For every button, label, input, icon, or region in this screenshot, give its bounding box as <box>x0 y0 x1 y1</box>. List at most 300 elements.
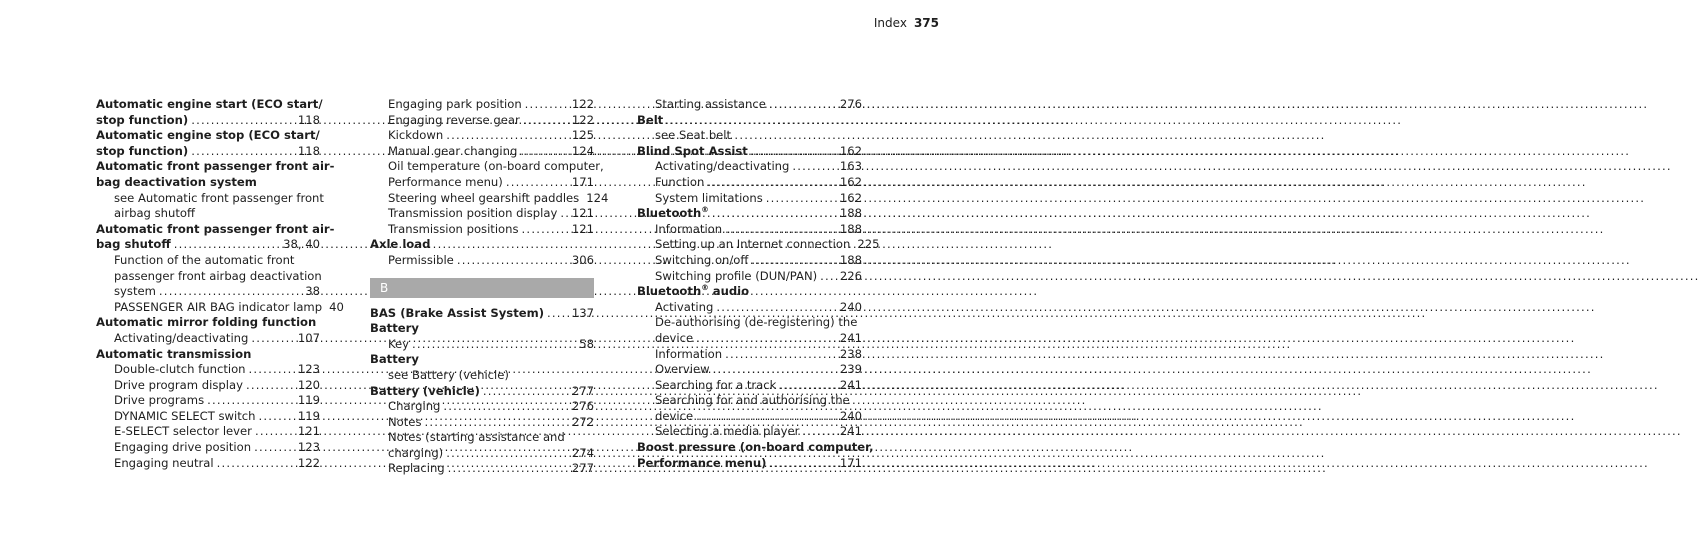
entry-text <box>388 128 446 144</box>
entry-text <box>655 393 850 407</box>
entry-label: Bluetooth <box>637 206 702 221</box>
entry-label: Automatic front passenger front air- <box>96 221 335 236</box>
page-reference: 125 <box>571 128 594 143</box>
entry-text <box>114 269 322 283</box>
index-subentry <box>637 378 862 394</box>
dot-leader <box>191 144 294 160</box>
page-reference: 188 <box>839 221 862 236</box>
entry-text <box>388 415 425 431</box>
entry-text <box>370 321 419 335</box>
index-subentry <box>637 424 862 440</box>
index-subentry <box>96 393 320 409</box>
entry-text <box>637 284 749 298</box>
entry-text <box>370 352 419 366</box>
entry-text <box>655 409 696 425</box>
page-reference: 238 <box>839 346 862 361</box>
entry-label: see Seat belt <box>655 128 732 143</box>
index-entry <box>637 113 862 129</box>
dot-leader <box>207 393 294 409</box>
dot-leader <box>174 237 279 253</box>
index-entry <box>96 113 320 129</box>
page-reference: 171 <box>839 455 862 470</box>
page-reference: 121 <box>571 206 594 221</box>
dot-leader <box>446 128 568 144</box>
page-reference: 188 <box>839 252 862 267</box>
dot-leader <box>766 191 836 207</box>
index-subentry <box>370 190 609 207</box>
entry-label: Performance menu) <box>388 174 503 189</box>
entry-text <box>96 97 323 111</box>
entry-text <box>637 113 663 127</box>
entry-label: Boost pressure (on-board computer, <box>637 440 874 455</box>
dot-leader <box>751 253 835 269</box>
page-reference: 306 <box>571 252 594 267</box>
header-label: Index <box>873 16 907 30</box>
page-reference: 40 <box>329 299 344 314</box>
index-subentry <box>637 128 862 144</box>
entry-text <box>637 440 874 454</box>
page-reference: 122 <box>571 112 594 127</box>
dot-leader <box>560 206 568 222</box>
entry-text <box>655 128 731 142</box>
index-column-3 <box>637 97 880 471</box>
page-reference: 272 <box>571 414 594 429</box>
index-subentry <box>370 128 594 144</box>
index-entry <box>637 456 862 472</box>
index-entry <box>96 315 320 331</box>
entry-label: Setting up an Internet connection <box>655 237 851 252</box>
dot-leader <box>769 456 835 472</box>
dot-leader <box>425 415 568 431</box>
entry-text <box>655 175 707 191</box>
entry-text <box>114 424 255 440</box>
entry-label: Steering wheel gearshift paddles <box>388 190 580 205</box>
entry-text <box>388 97 525 113</box>
page-header <box>874 16 939 30</box>
page-reference: 119 <box>297 408 320 423</box>
entry-text <box>370 237 430 251</box>
index-subentry <box>637 97 862 113</box>
index-subentry <box>637 393 862 409</box>
entry-label: Kickdown <box>388 128 444 143</box>
dot-leader <box>191 113 294 129</box>
index-subentry <box>96 190 324 207</box>
index-subentry <box>370 175 594 191</box>
entry-text <box>96 315 316 329</box>
entry-label: Charging <box>388 399 441 414</box>
index-subentry <box>370 415 594 431</box>
entry-text <box>388 113 523 129</box>
index-subentry <box>370 159 604 175</box>
entry-text <box>114 331 251 347</box>
entry-suffix: audio <box>708 284 750 299</box>
entry-text <box>655 347 725 363</box>
index-entry <box>96 237 320 253</box>
entry-text <box>655 97 769 113</box>
dot-leader <box>525 97 568 113</box>
page-reference: 240 <box>839 299 862 314</box>
index-subentry <box>96 378 320 394</box>
page-reference: 276 <box>839 97 862 111</box>
index-entry <box>96 159 335 175</box>
index-subentry <box>370 368 594 384</box>
entry-text <box>655 222 725 238</box>
entry-text <box>388 461 448 477</box>
entry-label: Engaging reverse gear <box>388 112 520 127</box>
dot-leader <box>255 424 294 440</box>
entry-label: Battery <box>370 321 419 336</box>
page-reference: 241 <box>839 424 862 439</box>
entry-label: system <box>114 284 156 299</box>
entry-label: Automatic mirror folding function <box>96 315 317 330</box>
index-subentry <box>96 409 320 425</box>
dot-leader <box>769 97 836 113</box>
entry-label: Activating/deactivating <box>655 159 790 174</box>
entry-label: Notes (starting assistance and <box>388 430 565 445</box>
entry-label: passenger front airbag deactivation <box>114 268 322 283</box>
entry-text <box>114 191 324 205</box>
dot-leader <box>251 331 293 347</box>
index-subentry <box>370 399 594 415</box>
entry-label: Replacing <box>388 461 445 476</box>
page-number: 375 <box>913 16 939 30</box>
dot-leader <box>696 331 836 347</box>
entry-text <box>96 347 251 361</box>
index-subentry <box>370 430 594 446</box>
section-header-b <box>370 278 594 298</box>
index-subentry <box>637 222 862 238</box>
page-reference: 123 <box>297 362 320 377</box>
page-reference: 277 <box>571 461 594 476</box>
entry-text <box>96 222 334 236</box>
index-subentry <box>637 237 880 253</box>
entry-label: Searching for and authorising the <box>655 393 850 408</box>
entry-text <box>96 128 320 142</box>
index-subentry <box>370 337 594 353</box>
entry-label: Notes <box>388 414 422 429</box>
dot-leader <box>483 384 568 400</box>
entry-text <box>655 269 820 285</box>
index-subentry <box>96 362 320 378</box>
entry-label: Manual gear changing <box>388 143 518 158</box>
entry-text <box>370 306 547 322</box>
index-entry <box>96 97 323 113</box>
entry-label: bag shutoff <box>96 237 171 252</box>
dot-leader <box>217 456 294 472</box>
page-reference: 121 <box>297 424 320 439</box>
index-subentry <box>370 206 594 222</box>
index-entry <box>370 384 594 400</box>
page-reference: 123 <box>297 440 320 455</box>
page-reference: 121 <box>571 221 594 236</box>
entry-text <box>655 424 802 440</box>
entry-label: Battery <box>370 352 419 367</box>
index-subentry <box>96 456 320 472</box>
entry-text <box>388 191 582 207</box>
entry-text <box>114 378 246 394</box>
dot-leader <box>802 424 835 440</box>
index-subentry <box>96 299 344 316</box>
dot-leader <box>547 306 568 322</box>
entry-text <box>388 159 604 173</box>
index-subentry <box>637 300 862 316</box>
entry-label: Transmission positions <box>388 221 519 236</box>
dot-leader <box>254 440 294 456</box>
page-reference: 107 <box>297 330 320 345</box>
dot-leader <box>712 206 836 222</box>
index-entry <box>96 128 320 144</box>
entry-text <box>637 456 769 472</box>
entry-label: Performance menu) <box>637 455 767 470</box>
entry-text <box>114 300 325 316</box>
index-subentry <box>370 461 594 477</box>
index-entry <box>96 175 320 191</box>
page-reference: 239 <box>839 362 862 377</box>
entry-label: Searching for a track <box>655 377 777 392</box>
entry-label: see Battery (vehicle) <box>388 367 509 382</box>
index-subentry <box>370 222 594 238</box>
index-entry <box>370 306 594 322</box>
page-reference: 38, 40 <box>283 237 320 252</box>
dot-leader <box>448 461 568 477</box>
dot-leader <box>792 159 835 175</box>
entry-text <box>388 175 506 191</box>
page-reference: 119 <box>297 393 320 408</box>
entry-text <box>96 175 257 189</box>
index-column-2 <box>370 97 609 477</box>
index-subentry <box>96 440 320 456</box>
entry-text <box>388 253 457 269</box>
dot-leader <box>716 300 836 316</box>
index-subentry <box>637 175 862 191</box>
entry-text <box>388 222 522 238</box>
entry-label: Axle load <box>370 237 431 252</box>
index-subentry <box>96 331 320 347</box>
entry-label: Function <box>655 174 705 189</box>
entry-label: Double-clutch function <box>114 362 246 377</box>
entry-text <box>637 144 751 160</box>
page-reference: 124 <box>586 190 609 205</box>
entry-label: PASSENGER AIR BAG indicator lamp <box>114 299 323 314</box>
page-reference: 226 <box>839 268 862 283</box>
entry-text <box>655 191 766 207</box>
entry-label: Bluetooth <box>637 284 702 299</box>
entry-label: device <box>655 330 694 345</box>
entry-label: Automatic front passenger front air- <box>96 159 335 174</box>
page-reference: 118 <box>297 112 320 127</box>
entry-label: airbag shutoff <box>114 206 195 221</box>
index-subentry <box>370 113 594 129</box>
index-entry <box>96 347 320 363</box>
page-reference: 240 <box>839 408 862 423</box>
entry-text <box>388 206 560 222</box>
entry-text <box>114 393 207 409</box>
index-entry <box>370 237 594 253</box>
entry-label: Automatic engine stop (ECO start/ <box>96 128 320 143</box>
page-reference: 38 <box>305 284 320 299</box>
entry-text <box>114 409 259 425</box>
entry-label: Overview <box>655 362 710 377</box>
index-subentry <box>370 144 594 160</box>
dot-leader <box>506 175 568 191</box>
index-entry <box>96 144 320 160</box>
entry-label: DYNAMIC SELECT switch <box>114 408 256 423</box>
index-subentry <box>637 331 862 347</box>
entry-label: Starting assistance <box>655 97 766 111</box>
index-entry <box>370 321 594 337</box>
registered-mark: ® <box>701 205 709 215</box>
entry-label: Selecting a media player <box>655 424 800 439</box>
entry-text <box>370 384 483 400</box>
entry-label: Permissible <box>388 252 454 267</box>
page-reference: 120 <box>297 377 320 392</box>
entry-text <box>96 159 334 173</box>
page-reference: 122 <box>571 97 594 111</box>
index-subentry <box>370 253 594 269</box>
entry-text <box>96 144 191 160</box>
entry-label: Activating/deactivating <box>114 330 249 345</box>
page-reference: 171 <box>571 174 594 189</box>
entry-text <box>637 206 712 222</box>
entry-label: Blind Spot Assist <box>637 143 748 158</box>
entry-text <box>655 378 779 394</box>
entry-label: Key <box>388 336 410 351</box>
section-letter: B <box>380 280 389 295</box>
page-reference: 162 <box>839 174 862 189</box>
dot-leader <box>725 222 836 238</box>
entry-label: bag deactivation system <box>96 174 257 189</box>
page-reference: 124 <box>571 143 594 158</box>
index-subentry <box>96 424 320 440</box>
index-subentry <box>637 159 862 175</box>
page-reference: 241 <box>839 330 862 345</box>
entry-label: Activating <box>655 299 714 314</box>
entry-label: Information <box>655 346 723 361</box>
dot-leader <box>446 446 568 462</box>
entry-text <box>655 362 713 378</box>
entry-label: stop function) <box>96 143 189 158</box>
index-list-b <box>370 306 594 478</box>
index-column-1 <box>96 97 344 471</box>
entry-label: stop function) <box>96 112 189 127</box>
index-entry <box>637 440 874 456</box>
page-reference: 58 <box>579 336 594 351</box>
entry-label: Transmission position display <box>388 206 558 221</box>
entry-text <box>388 337 412 353</box>
entry-text <box>655 331 696 347</box>
entry-label: Belt <box>637 112 664 127</box>
dot-leader <box>713 362 836 378</box>
entry-text <box>388 446 446 462</box>
entry-label: Oil temperature (on-board computer, <box>388 159 604 174</box>
entry-text <box>655 159 792 175</box>
entry-label: Engaging park position <box>388 97 522 111</box>
entry-text <box>114 362 249 378</box>
dot-leader <box>696 409 836 425</box>
page-reference: 241 <box>839 377 862 392</box>
page-reference: 162 <box>839 190 862 205</box>
entry-text <box>388 430 565 444</box>
entry-label: see Automatic front passenger front <box>114 190 324 205</box>
entry-label: System limitations <box>655 190 763 205</box>
entry-label: Function of the automatic front <box>114 252 295 267</box>
dot-leader <box>779 378 835 394</box>
page-reference: 225 <box>857 237 880 252</box>
registered-mark: ® <box>701 283 709 293</box>
dot-leader <box>820 269 836 285</box>
dot-leader <box>707 175 836 191</box>
page-reference: 137 <box>571 305 594 320</box>
entry-text <box>96 113 191 129</box>
dot-leader <box>520 144 568 160</box>
entry-label: Information <box>655 221 723 236</box>
entry-text <box>388 368 509 382</box>
dot-leader <box>159 284 301 300</box>
dot-leader <box>249 362 294 378</box>
page-reference: 162 <box>839 143 862 158</box>
dot-leader <box>259 409 294 425</box>
entry-label: Automatic engine start (ECO start/ <box>96 97 323 111</box>
index-entry <box>637 284 862 300</box>
dot-leader <box>522 222 568 238</box>
entry-text <box>114 440 254 456</box>
dot-leader <box>443 399 567 415</box>
page-reference: 118 <box>297 143 320 158</box>
entry-text <box>114 253 294 267</box>
entry-text <box>96 237 174 253</box>
page-reference: 188 <box>839 206 862 221</box>
dot-leader <box>751 144 836 160</box>
index-subentry <box>96 284 320 300</box>
index-subentry <box>637 253 862 269</box>
index-subentry <box>637 347 862 363</box>
index-subentry <box>96 269 320 285</box>
index-subentry <box>637 362 862 378</box>
index-entry <box>637 144 862 160</box>
index-subentry <box>370 446 594 462</box>
dot-leader <box>457 253 568 269</box>
page-reference: 122 <box>297 455 320 470</box>
entry-label: BAS (Brake Assist System) <box>370 305 544 320</box>
index-subentry <box>370 97 594 113</box>
index-subentry <box>96 253 320 269</box>
entry-text <box>114 284 159 300</box>
entry-label: device <box>655 408 694 423</box>
entry-text <box>114 456 217 472</box>
entry-label: Engaging drive position <box>114 440 252 455</box>
entry-label: Switching profile (DUN/PAN) <box>655 268 818 283</box>
entry-text <box>114 206 195 220</box>
index-entry <box>96 221 335 238</box>
index-subentry <box>637 409 862 425</box>
index-subentry <box>637 315 862 331</box>
dot-leader <box>246 378 294 394</box>
index-entry <box>637 206 862 222</box>
page-reference: 277 <box>571 383 594 398</box>
entry-label: Engaging neutral <box>114 455 214 470</box>
entry-text <box>388 144 520 160</box>
entry-label: Battery (vehicle) <box>370 383 480 398</box>
index-subentry <box>637 191 862 207</box>
entry-label: Drive programs <box>114 393 205 408</box>
page-reference: 276 <box>571 399 594 414</box>
entry-text <box>388 399 443 415</box>
entry-label: charging) <box>388 445 444 460</box>
dot-leader <box>523 113 568 129</box>
index-subentry <box>96 206 320 222</box>
entry-label: Switching on/off <box>655 252 749 267</box>
entry-text <box>655 253 751 269</box>
